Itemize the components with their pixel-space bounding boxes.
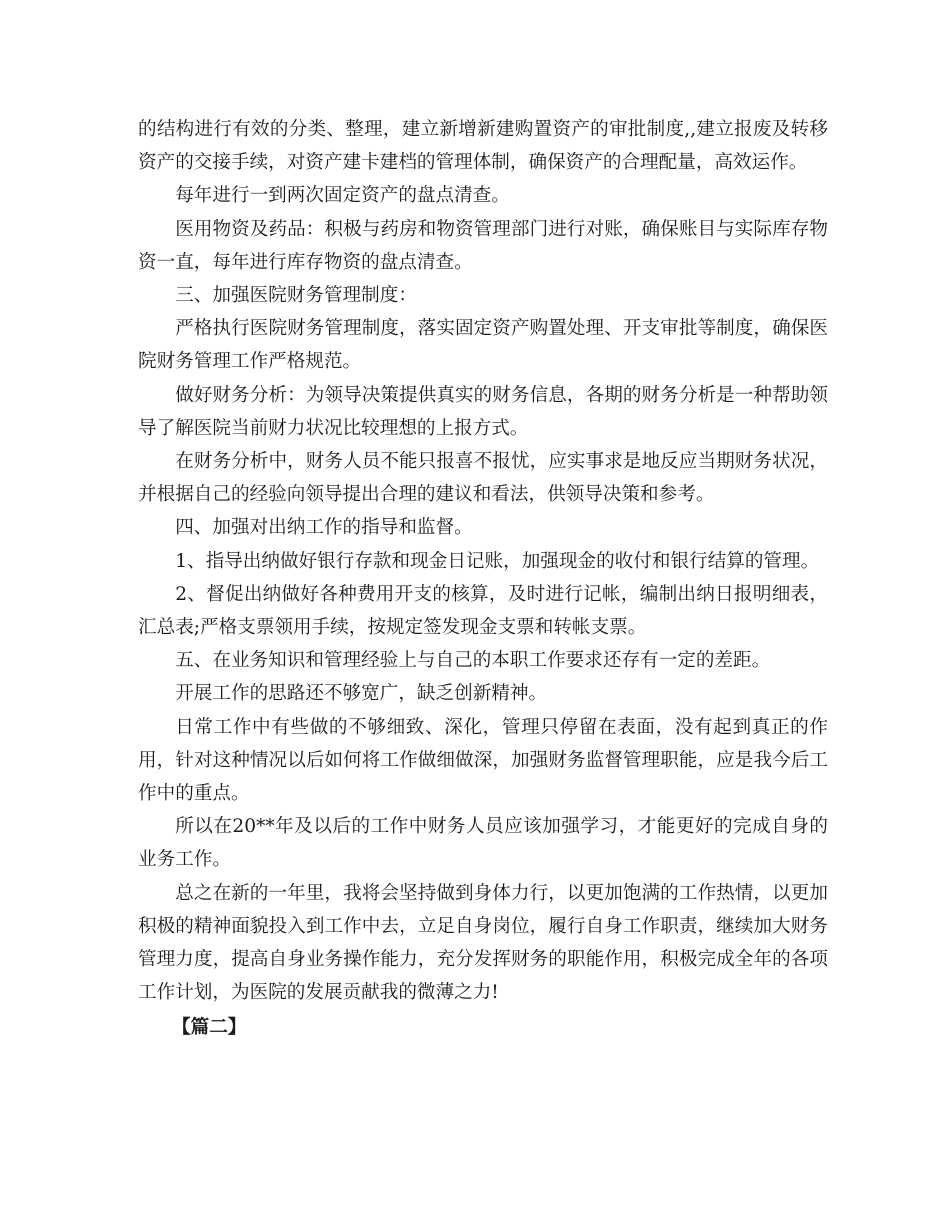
paragraph: 的结构进行有效的分类、整理，建立新增新建购置资产的审批制度,,建立报废及转移资产的交接手续，对资产建卡建档的管理体制，确保资产的合理配量，高效运作。	[138, 119, 828, 174]
paragraph: 每年进行一到两次固定资产的盘点清查。	[175, 185, 510, 207]
paragraph: 在财务分析中，财务人员不能只报喜不报忧，应实事求是地反应当期财务状况，并根据自己的经验向领导提出合理的建议和看法，供领导决策和参考。	[138, 451, 828, 506]
section-heading: 【篇二】	[172, 1017, 247, 1039]
document-body	[138, 113, 828, 1045]
paragraph: 严格执行医院财务管理制度，落实固定资产购置处理、开支审批等制度，确保医院财务管理工作严格规范。	[138, 318, 828, 373]
paragraph: 医用物资及药品：积极与药房和物资管理部门进行对账，确保账目与实际库存物资一直，每年进行库存物资的盘点清查。	[138, 218, 828, 273]
paragraph: 做好财务分析：为领导决策提供真实的财务信息，各期的财务分析是一种帮助领导了解医院当前财力状况比较理想的上报方式。	[138, 384, 828, 439]
section-title-5: 五、在业务知识和管理经验上与自己的本职工作要求还存有一定的差距。	[175, 650, 771, 672]
section-title-3: 三、加强医院财务管理制度：	[175, 285, 417, 307]
section-title-4: 四、加强对出纳工作的指导和监督。	[175, 517, 473, 539]
paragraph: 日常工作中有些做的不够细致、深化，管理只停留在表面，没有起到真正的作用，针对这种情况以后如何将工作做细做深，加强财务监督管理职能，应是我今后工作中的重点。	[138, 716, 828, 805]
paragraph: 所以在20**年及以后的工作中财务人员应该加强学习，才能更好的完成自身的业务工作。	[138, 816, 828, 871]
list-item: 2、督促出纳做好各种费用开支的核算，及时进行记帐，编制出纳日报明细表，汇总表;严格支票领用手续，按规定签发现金支票和转帐支票。	[138, 583, 828, 639]
paragraph: 开展工作的思路还不够宽广，缺乏创新精神。	[175, 683, 548, 705]
list-item: 1、指导出纳做好银行存款和现金日记账，加强现金的收付和银行结算的管理。	[175, 550, 820, 572]
paragraph: 总之在新的一年里，我将会坚持做到身体力行，以更加饱满的工作热情，以更加积极的精神面貌投入到工作中去，立足自身岗位，履行自身工作职责，继续加大财务管理力度，提高自身业务操作能力，充分发挥财务的职能作用，积极完成全年的各项工作计划，为医院的发展贡献我的微薄之力!	[138, 882, 828, 1004]
